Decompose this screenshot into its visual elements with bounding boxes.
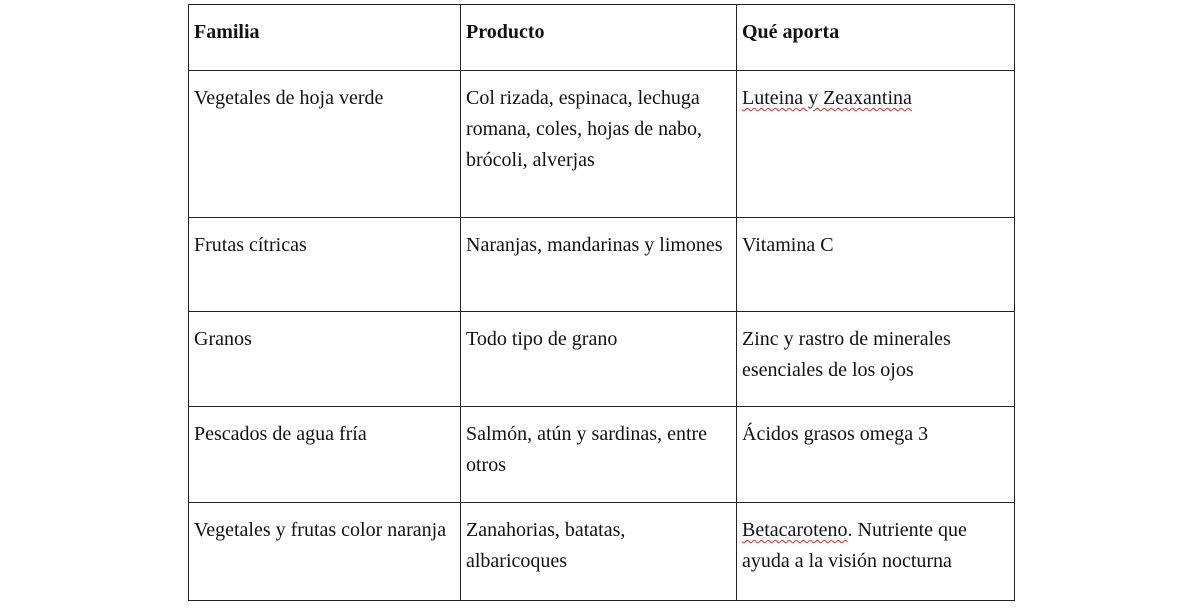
- cell-familia: Granos: [189, 312, 461, 407]
- cell-producto: Todo tipo de grano: [461, 312, 737, 407]
- cell-aporta: [737, 71, 1015, 218]
- header-producto: Producto: [461, 5, 737, 71]
- cell-aporta-text: Luteina y Zeaxantina: [742, 87, 912, 109]
- table-row: [189, 218, 1015, 312]
- cell-aporta: Vitamina C: [737, 218, 1015, 312]
- cell-familia: Frutas cítricas: [189, 218, 461, 312]
- nutrition-table: [188, 4, 1015, 601]
- table-row: [189, 503, 1015, 601]
- cell-aporta: [737, 503, 1015, 601]
- table-row: [189, 312, 1015, 407]
- cell-producto: Naranjas, mandarinas y limones: [461, 218, 737, 312]
- cell-aporta-marked: Betacaroteno: [742, 519, 848, 541]
- header-familia: Familia: [189, 5, 461, 71]
- cell-aporta-rest: . Nutriente que ayuda a la visión nocturna: [742, 519, 967, 572]
- table-row: [189, 407, 1015, 503]
- cell-producto: Col rizada, espinaca, lechuga romana, coles, hojas de nabo, brócoli, alverjas: [461, 71, 737, 218]
- cell-aporta: Zinc y rastro de minerales esenciales de los ojos: [737, 312, 1015, 407]
- cell-familia: Vegetales y frutas color naranja: [189, 503, 461, 601]
- cell-producto: Zanahorias, batatas, albaricoques: [461, 503, 737, 601]
- table-row: [189, 71, 1015, 218]
- nutrition-table-container: [188, 4, 1014, 600]
- table-header-row: [189, 5, 1015, 71]
- cell-familia: Pescados de agua fría: [189, 407, 461, 503]
- header-que-aporta: Qué aporta: [737, 5, 1015, 71]
- cell-familia: Vegetales de hoja verde: [189, 71, 461, 218]
- cell-producto: Salmón, atún y sardinas, entre otros: [461, 407, 737, 503]
- cell-aporta: Ácidos grasos omega 3: [737, 407, 1015, 503]
